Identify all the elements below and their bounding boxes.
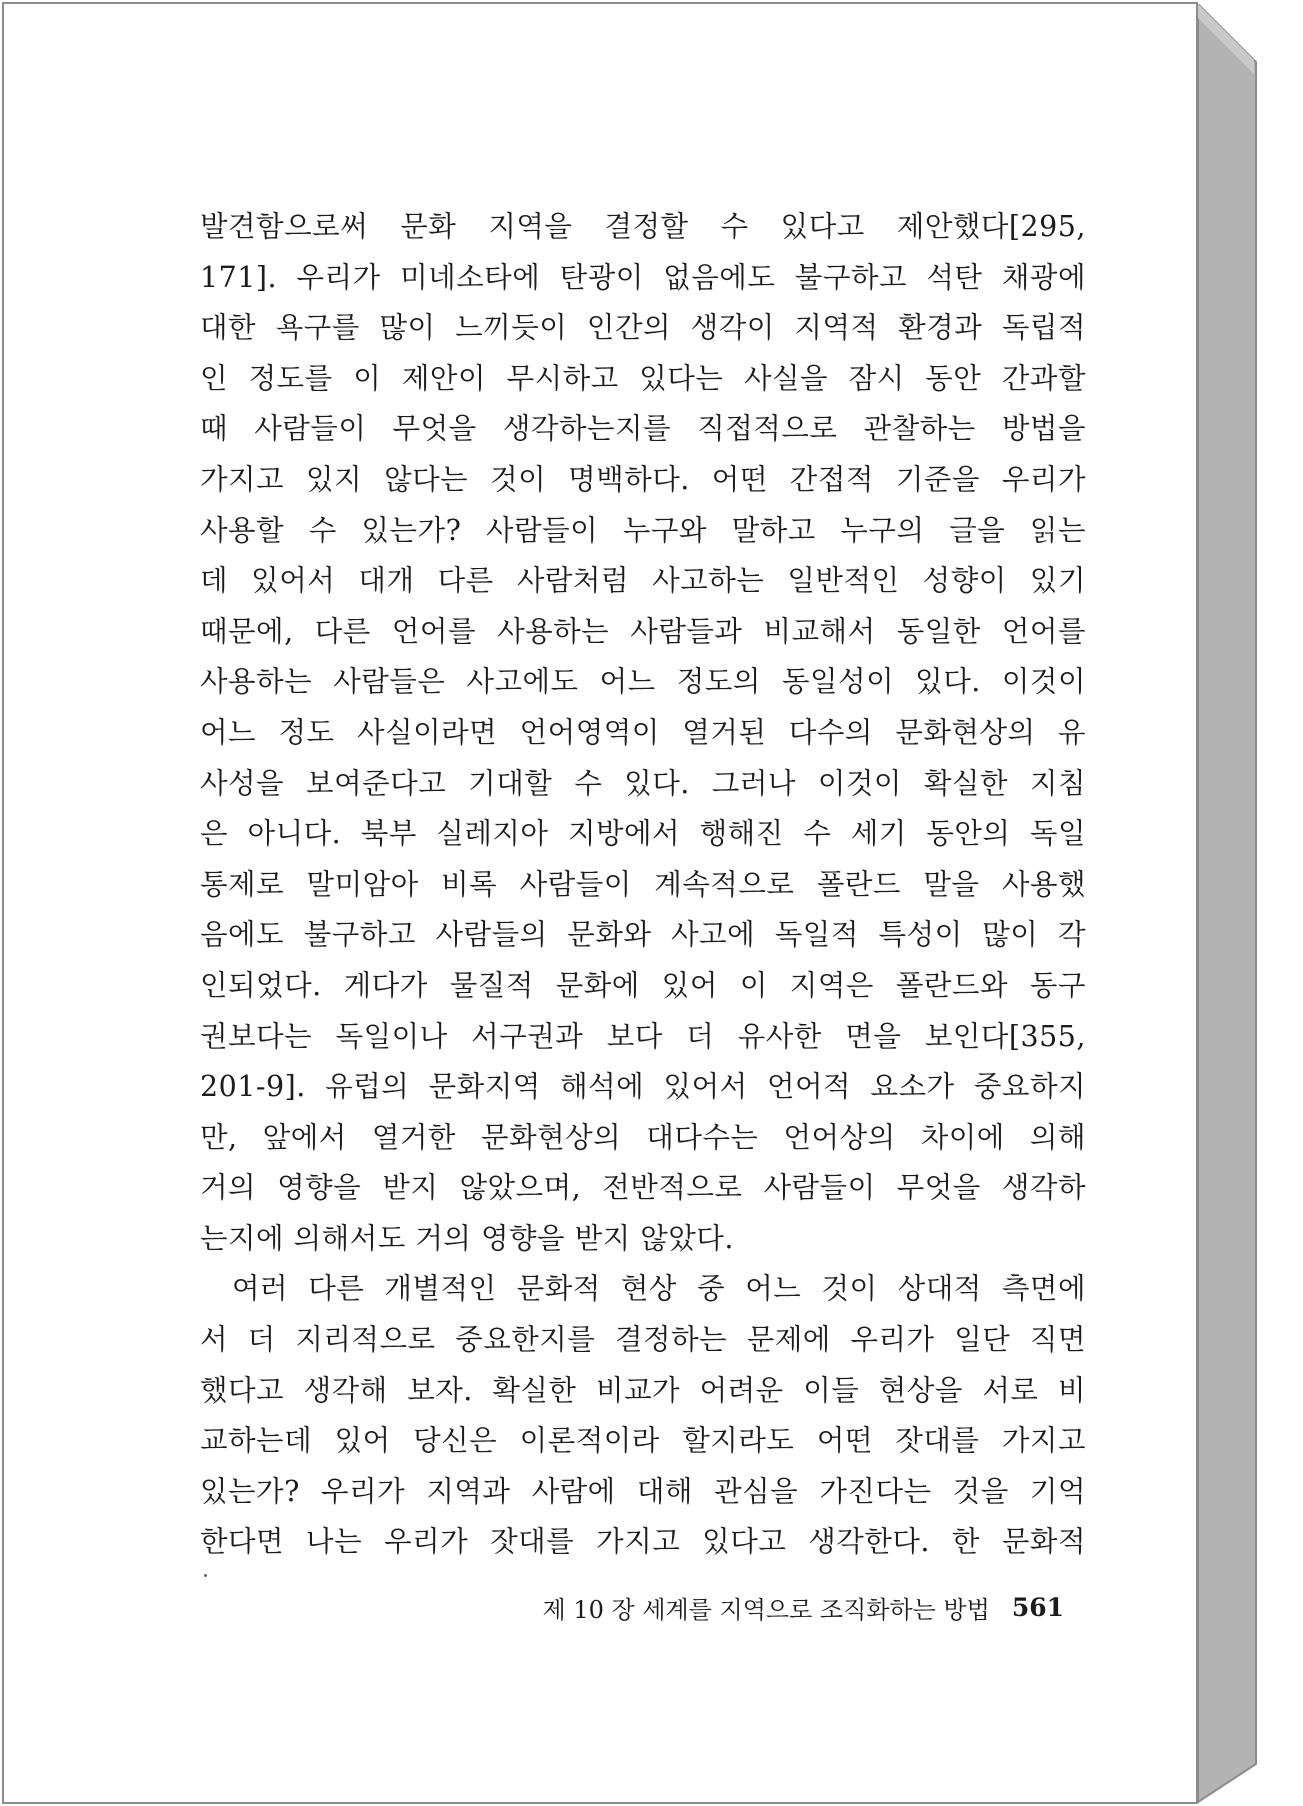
text-line: 어느 정도 사실이라면 언어영역이 열거된 다수의 문화현상의 유 [200,715,1086,749]
book-page [2,2,1198,1804]
chapter-title: 제 10 장 세계를 지역으로 조직화하는 방법 [542,1595,990,1624]
text-line: 인 정도를 이 제안이 무시하고 있다는 사실을 잠시 동안 간과할 [200,361,1086,395]
text-line: 201-9]. 유럽의 문화지역 해석에 있어서 언어적 요소가 중요하지 [200,1070,1086,1104]
text-line: 거의 영향을 받지 않았으며, 전반적으로 사람들이 무엇을 생각하 [200,1171,1086,1205]
text-line: 데 있어서 대개 다른 사람처럼 사고하는 일반적인 성향이 있기 [200,564,1086,598]
running-footer [494,1587,1064,1627]
book-edge-shape [1198,4,1298,1804]
page-number: 561 [1011,1592,1064,1622]
text-line: 있는가? 우리가 지역과 사람에 대해 관심을 가진다는 것을 기억 [200,1474,1086,1508]
text-line: 인되었다. 게다가 물질적 문화에 있어 이 지역은 폴란드와 동구 [200,968,1086,1002]
text-line: 서 더 지리적으로 중요한지를 결정하는 문제에 우리가 일단 직면 [200,1323,1086,1357]
text-line: 때 사람들이 무엇을 생각하는지를 직접적으로 관찰하는 방법을 [200,412,1086,446]
text-line: 권보다는 독일이나 서구권과 보다 더 유사한 면을 보인다[355, [200,1019,1086,1053]
text-line: 때문에, 다른 언어를 사용하는 사람들과 비교해서 동일한 언어를 [200,614,1086,648]
text-line: 171]. 우리가 미네소타에 탄광이 없음에도 불구하고 석탄 채광에 [200,260,1086,294]
text-line: 사성을 보여준다고 기대할 수 있다. 그러나 이것이 확실한 지침 [200,766,1086,800]
text-line: 음에도 불구하고 사람들의 문화와 사고에 독일적 특성이 많이 각 [200,918,1086,952]
body-text [200,202,1086,1568]
text-line: 통제로 말미암아 비록 사람들이 계속적으로 폴란드 말을 사용했 [200,867,1086,901]
text-line: 은 아니다. 북부 실레지아 지방에서 행해진 수 세기 동안의 독일 [200,817,1086,851]
paragraph-start-line: 여러 다른 개별적인 문화적 현상 중 어느 것이 상대적 측면에 [232,1272,1086,1306]
text-line: 사용하는 사람들은 사고에도 어느 정도의 동일성이 있다. 이것이 [200,665,1086,699]
text-line: 한다면 나는 우리가 잣대를 가지고 있다고 생각한다. 한 문화적 [200,1525,1086,1559]
text-line: 발견함으로써 문화 지역을 결정할 수 있다고 제안했다[295, [200,210,1086,243]
scan-speck [204,1574,207,1577]
text-line: 했다고 생각해 보자. 확실한 비교가 어려운 이들 현상을 서로 비 [200,1373,1086,1407]
text-line: 사용할 수 있는가? 사람들이 누구와 말하고 누구의 글을 읽는 [200,513,1086,547]
text-line: 대한 욕구를 많이 느끼듯이 인간의 생각이 지역적 환경과 독립적 [200,311,1086,345]
text-line: 는지에 의해서도 거의 영향을 받지 않았다. [200,1221,734,1255]
text-line: 만, 앞에서 열거한 문화현상의 대다수는 언어상의 차이에 의해 [200,1120,1086,1154]
text-line: 교하는데 있어 당신은 이론적이라 할지라도 어떤 잣대를 가지고 [200,1424,1086,1458]
text-line: 가지고 있지 않다는 것이 명백하다. 어떤 간접적 기준을 우리가 [200,462,1086,496]
